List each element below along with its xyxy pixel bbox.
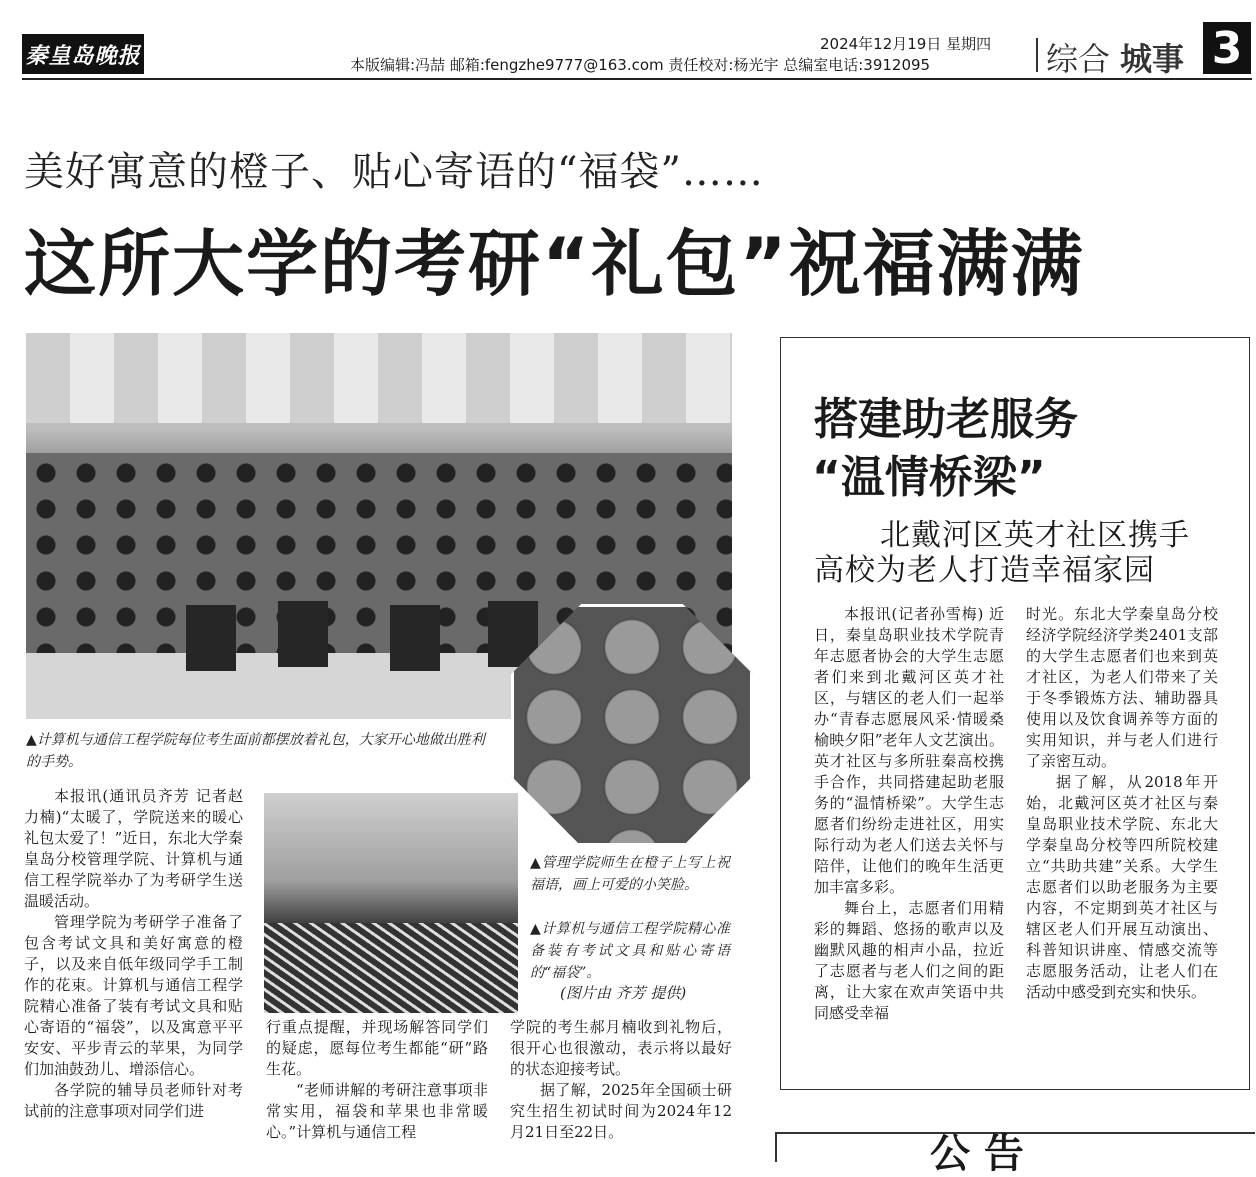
caption-bags: ▲计算机与通信工程学院精心准备装有考试文具和贴心寄语的“福袋”。 bbox=[530, 921, 730, 981]
editor-info: 本版编辑:冯喆 邮箱:fengzhe9777@163.com 责任校对:杨光宇 总编室电话:3912095 bbox=[350, 56, 931, 74]
gift-bag bbox=[390, 605, 440, 671]
side-article-title-line2: “温情桥梁” bbox=[812, 452, 1046, 503]
side-article-title-line1: 搭建助老服务 bbox=[814, 394, 1078, 445]
side-article-subtitle-line1: 北戴河区英才社区携手 bbox=[880, 518, 1190, 553]
photo-credit: (图片由 齐芳 提供) bbox=[560, 984, 687, 1002]
side-article-column-1 bbox=[814, 604, 1004, 1024]
side-article-subtitle-line2: 高校为老人打造幸福家园 bbox=[814, 553, 1155, 588]
paragraph: 本报讯(通讯员齐芳 记者赵力楠)“太暖了，学院送来的暖心礼包太爱了！”近日，东北大学秦皇岛分校管理学院、计算机与通信工程学院举办了为考研学生送温暖活动。 bbox=[24, 787, 243, 910]
page-number: 3 bbox=[1203, 22, 1251, 74]
article-column-2 bbox=[266, 1017, 488, 1143]
article-kicker: 美好寓意的橙子、贴心寄语的“福袋”…… bbox=[24, 149, 764, 195]
issue-date: 2024年12月19日 星期四 bbox=[820, 35, 992, 53]
paragraph: 据了解，从2018年开始，北戴河区英才社区与秦皇岛职业技术学院、东北大学秦皇岛分校等四所院校建立“共助共建”关系。大学生志愿者们以助老服务为主要内容，不定期到英才社区与辖区老人们开展互动演出、科普知识讲座、情感交流等志愿服务活动，让老人们在活动中感受到充实和快乐。 bbox=[1026, 773, 1218, 1001]
caption-oranges: ▲管理学院师生在橙子上写上祝福语，画上可爱的小笑脸。 bbox=[530, 855, 730, 893]
paragraph: 行重点提醒，并现场解答同学们的疑虑，愿每位考生都能“研”路生花。 bbox=[266, 1018, 488, 1078]
notice-title: 公 告 bbox=[930, 1131, 1024, 1177]
gift-bag bbox=[186, 605, 236, 671]
newspaper-logo: 秦皇岛晚报 bbox=[22, 34, 144, 74]
header-rule bbox=[22, 78, 1252, 80]
section-label bbox=[1046, 34, 1184, 80]
paragraph: 时光。东北大学秦皇岛分校经济学院经济学类2401支部的大学生志愿者们也来到英才社区，为老人们带来了关于冬季锻炼方法、辅助器具使用以及饮食调养等方面的实用知识，并与老人们进行了亲密互动。 bbox=[1026, 605, 1218, 770]
gift-bag bbox=[278, 601, 328, 667]
paragraph: 各学院的辅导员老师针对考试前的注意事项对同学们进 bbox=[24, 1081, 243, 1120]
paragraph: 学院的考生郝月楠收到礼物后，很开心也很激动，表示将以最好的状态迎接考试。 bbox=[510, 1018, 732, 1078]
photo-goods bbox=[264, 923, 518, 1013]
paragraph: 本报讯(记者孙雪梅) 近日，秦皇岛职业技术学院青年志愿者协会的大学生志愿者们来到北戴河区英才社区，与辖区的老人们一起举办“青春志愿展风采·情暖桑榆映夕阳”老年人文艺演出。英才社区与多所驻秦高校携手合作，共同搭建起助老服务的“温情桥梁”。大学生志愿者们纷纷走进社区，用实际行动为老人们送去关怀与陪伴，让他们的晚年生活更加丰富多彩。 bbox=[814, 605, 1004, 896]
oranges-photo bbox=[511, 604, 753, 846]
paragraph: 舞台上，志愿者们用精彩的舞蹈、悠扬的歌声以及幽默风趣的相声小品，拉近了志愿者与老人们之间的距离，让大家在欢声笑语中共同感受幸福 bbox=[814, 899, 1004, 1022]
side-article-column-2 bbox=[1026, 604, 1218, 1003]
lucky-bags-photo bbox=[264, 793, 518, 1013]
photo-ceiling bbox=[26, 333, 732, 423]
article-headline: 这所大学的考研“礼包”祝福满满 bbox=[24, 222, 1085, 306]
section-name-bold: 城事 bbox=[1120, 40, 1185, 78]
section-name: 综合 bbox=[1046, 40, 1111, 78]
header-divider bbox=[1036, 38, 1038, 72]
caption-main-photo: ▲计算机与通信工程学院每位考生面前都摆放着礼包，大家开心地做出胜利的手势。 bbox=[26, 732, 485, 770]
article-column-1 bbox=[24, 786, 243, 1122]
paragraph: 管理学院为考研学子准备了包含考试文具和美好寓意的橙子，以及来自低年级同学手工制作的花束。计算机与通信工程学院精心准备了装有考试文具和贴心寄语的“福袋”，以及寓意平平安安、平步青云的苹果，为同学们加油鼓劲儿、增添信心。 bbox=[24, 913, 243, 1078]
paragraph: “老师讲解的考研注意事项非常实用，福袋和苹果也非常暖心。”计算机与通信工程 bbox=[266, 1081, 488, 1141]
paragraph: 据了解，2025年全国硕士研究生招生初试时间为2024年12月21日至22日。 bbox=[510, 1081, 732, 1141]
article-column-3 bbox=[510, 1017, 732, 1143]
